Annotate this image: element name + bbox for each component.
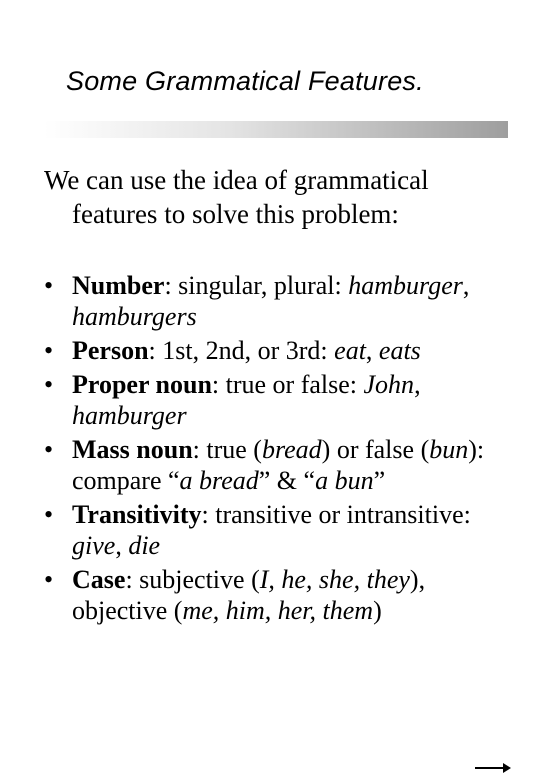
next-slide-arrow-icon[interactable] bbox=[474, 762, 512, 774]
feature-item-mass-noun: • Mass noun: true (bread) or false (bun): compare “a bread” & “a bun” bbox=[44, 435, 485, 495]
bullet-icon: • bbox=[44, 370, 54, 399]
feature-term: Proper noun bbox=[72, 370, 212, 399]
feature-item-proper-noun: • Proper noun: true or false: John, hamburger bbox=[44, 370, 421, 430]
intro-line-2: features to solve this problem: bbox=[72, 199, 399, 229]
feature-term: Mass noun bbox=[72, 435, 193, 464]
feature-term: Person bbox=[72, 336, 149, 365]
feature-list bbox=[44, 270, 514, 629]
bullet-icon: • bbox=[44, 500, 54, 529]
intro-line-1: We can use the idea of grammatical bbox=[44, 165, 429, 195]
feature-item-person: • Person: 1st, 2nd, or 3rd: eat, eats bbox=[44, 336, 421, 365]
feature-term: Number bbox=[72, 271, 165, 300]
bullet-icon: • bbox=[44, 271, 54, 300]
bullet-icon: • bbox=[44, 435, 54, 464]
feature-item-transitivity: • Transitivity: transitive or intransitive: give, die bbox=[44, 500, 471, 560]
feature-item-case: • Case: subjective (I, he, she, they), objective (me, him, her, them) bbox=[44, 565, 426, 625]
feature-term: Case bbox=[72, 565, 126, 594]
feature-term: Transitivity bbox=[72, 500, 202, 529]
title-gradient-bar bbox=[44, 121, 508, 138]
bullet-icon: • bbox=[44, 565, 54, 594]
bullet-icon: • bbox=[44, 336, 54, 365]
intro-paragraph bbox=[44, 163, 504, 231]
slide-title: Some Grammatical Features. bbox=[66, 66, 424, 96]
feature-item-number: • Number: singular, plural: hamburger, hamburgers bbox=[44, 271, 470, 331]
